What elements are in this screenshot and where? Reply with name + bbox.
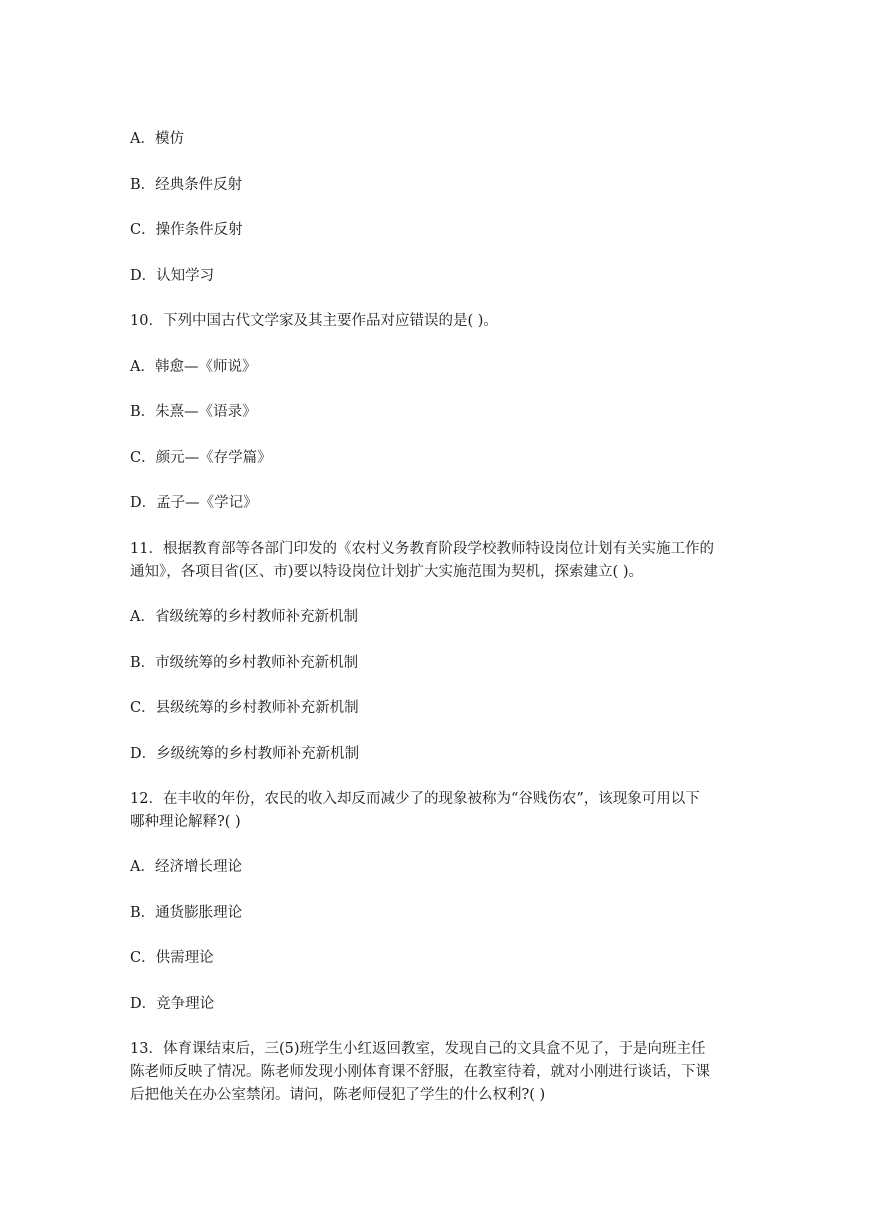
q11-question-line-2: 通知》，各项目省(区、市)要以特设岗位计划扩大实施范围为契机，探索建立( )。 — [130, 564, 643, 580]
q9-option-a: A．模仿 — [130, 131, 184, 147]
q12-question-line-2: 哪种理论解释?( ) — [130, 814, 241, 830]
q13-question-line-1: 13．体育课结束后，三(5)班学生小红返回教室，发现自己的文具盒不见了，于是向班主任 — [130, 1041, 706, 1057]
q11-option-c: C．县级统筹的乡村教师补充新机制 — [130, 700, 359, 716]
q9-option-b: B．经典条件反射 — [130, 177, 243, 193]
q13-question-line-3: 后把他关在办公室禁闭。请问，陈老师侵犯了学生的什么权利?( ) — [130, 1087, 546, 1103]
q10-option-d: D．孟子—《学记》 — [130, 495, 258, 511]
q9-option-d: D．认知学习 — [130, 268, 215, 284]
q11-option-b: B．市级统筹的乡村教师补充新机制 — [130, 655, 359, 671]
q10-question: 10．下列中国古代文学家及其主要作品对应错误的是( )。 — [130, 313, 498, 329]
q11-question-line-1: 11．根据教育部等各部门印发的《农村义务教育阶段学校教师特设岗位计划有关实施工作的 — [130, 541, 714, 557]
q12-option-c: C．供需理论 — [130, 950, 214, 966]
q12-option-b: B．通货膨胀理论 — [130, 905, 243, 921]
q10-option-a: A．韩愈—《师说》 — [130, 359, 257, 375]
q10-option-c: C．颜元—《存学篇》 — [130, 450, 272, 466]
q12-question-line-1: 12．在丰收的年份，农民的收入却反而减少了的现象被称为“谷贱伤农”，该现象可用以下 — [130, 791, 700, 807]
q11-option-d: D．乡级统筹的乡村教师补充新机制 — [130, 746, 360, 762]
q12-option-a: A．经济增长理论 — [130, 859, 242, 875]
q13-question-line-2: 陈老师反映了情况。陈老师发现小刚体育课不舒服，在教室待着，就对小刚进行谈话，下课 — [130, 1064, 710, 1080]
q12-option-d: D．竞争理论 — [130, 996, 215, 1012]
q11-option-a: A．省级统筹的乡村教师补充新机制 — [130, 609, 358, 625]
q9-option-c: C．操作条件反射 — [130, 222, 243, 238]
q10-option-b: B．朱熹—《语录》 — [130, 404, 257, 420]
